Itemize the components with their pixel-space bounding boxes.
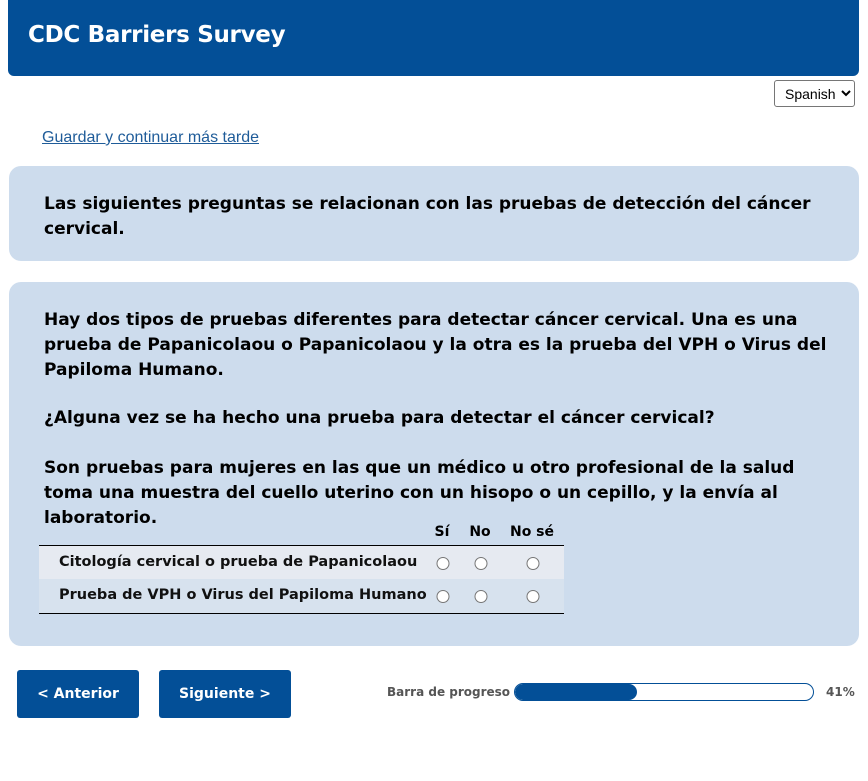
matrix-row-papanicolaou bbox=[39, 545, 564, 579]
survey-title: CDC Barriers Survey bbox=[28, 22, 286, 48]
progress-percent: 41% bbox=[826, 685, 855, 699]
column-header-si: Sí bbox=[434, 524, 450, 540]
radio-papanicolaou-no[interactable] bbox=[475, 557, 488, 570]
matrix-row-vph bbox=[39, 579, 564, 613]
question-paragraph-1: Hay dos tipos de pruebas diferentes para detectar cáncer cervical. Una es una prueba de Papanicolaou o Papanicolaou y la otra es la prueba del VPH o Virus del Papiloma Humano. bbox=[44, 310, 827, 380]
radio-papanicolaou-si[interactable] bbox=[437, 557, 450, 570]
matrix-header bbox=[39, 522, 564, 545]
question-panel bbox=[9, 282, 859, 646]
column-header-no: No bbox=[469, 524, 491, 540]
radio-papanicolaou-no-se[interactable] bbox=[527, 557, 540, 570]
intro-text: Las siguientes preguntas se relacionan con las pruebas de detección del cáncer cervical. bbox=[44, 194, 811, 239]
progress-bar bbox=[514, 683, 814, 701]
progress-fill bbox=[515, 684, 637, 700]
question-paragraph-3: Son pruebas para mujeres en las que un médico u otro profesional de la salud toma una muestra del cuello uterino con un hisopo o un cepillo, y la envía al laboratorio. bbox=[44, 458, 795, 528]
answer-matrix bbox=[39, 522, 564, 614]
column-header-no-se: No sé bbox=[509, 524, 555, 540]
intro-panel bbox=[9, 166, 859, 261]
save-and-continue-link[interactable]: Guardar y continuar más tarde bbox=[42, 129, 259, 146]
row-label: Citología cervical o prueba de Papanicolaou bbox=[59, 554, 418, 570]
question-paragraph-2: ¿Alguna vez se ha hecho una prueba para detectar el cáncer cervical? bbox=[44, 408, 715, 428]
radio-vph-no[interactable] bbox=[475, 590, 488, 603]
next-button[interactable]: Siguiente > bbox=[159, 670, 291, 718]
progress-label: Barra de progreso bbox=[387, 685, 511, 699]
radio-vph-si[interactable] bbox=[437, 590, 450, 603]
row-label: Prueba de VPH o Virus del Papiloma Humano bbox=[59, 587, 427, 603]
radio-vph-no-se[interactable] bbox=[527, 590, 540, 603]
header-bar bbox=[8, 0, 859, 76]
previous-button[interactable]: < Anterior bbox=[17, 670, 139, 718]
language-select[interactable] bbox=[774, 80, 855, 107]
matrix-bottom-border bbox=[39, 613, 564, 614]
